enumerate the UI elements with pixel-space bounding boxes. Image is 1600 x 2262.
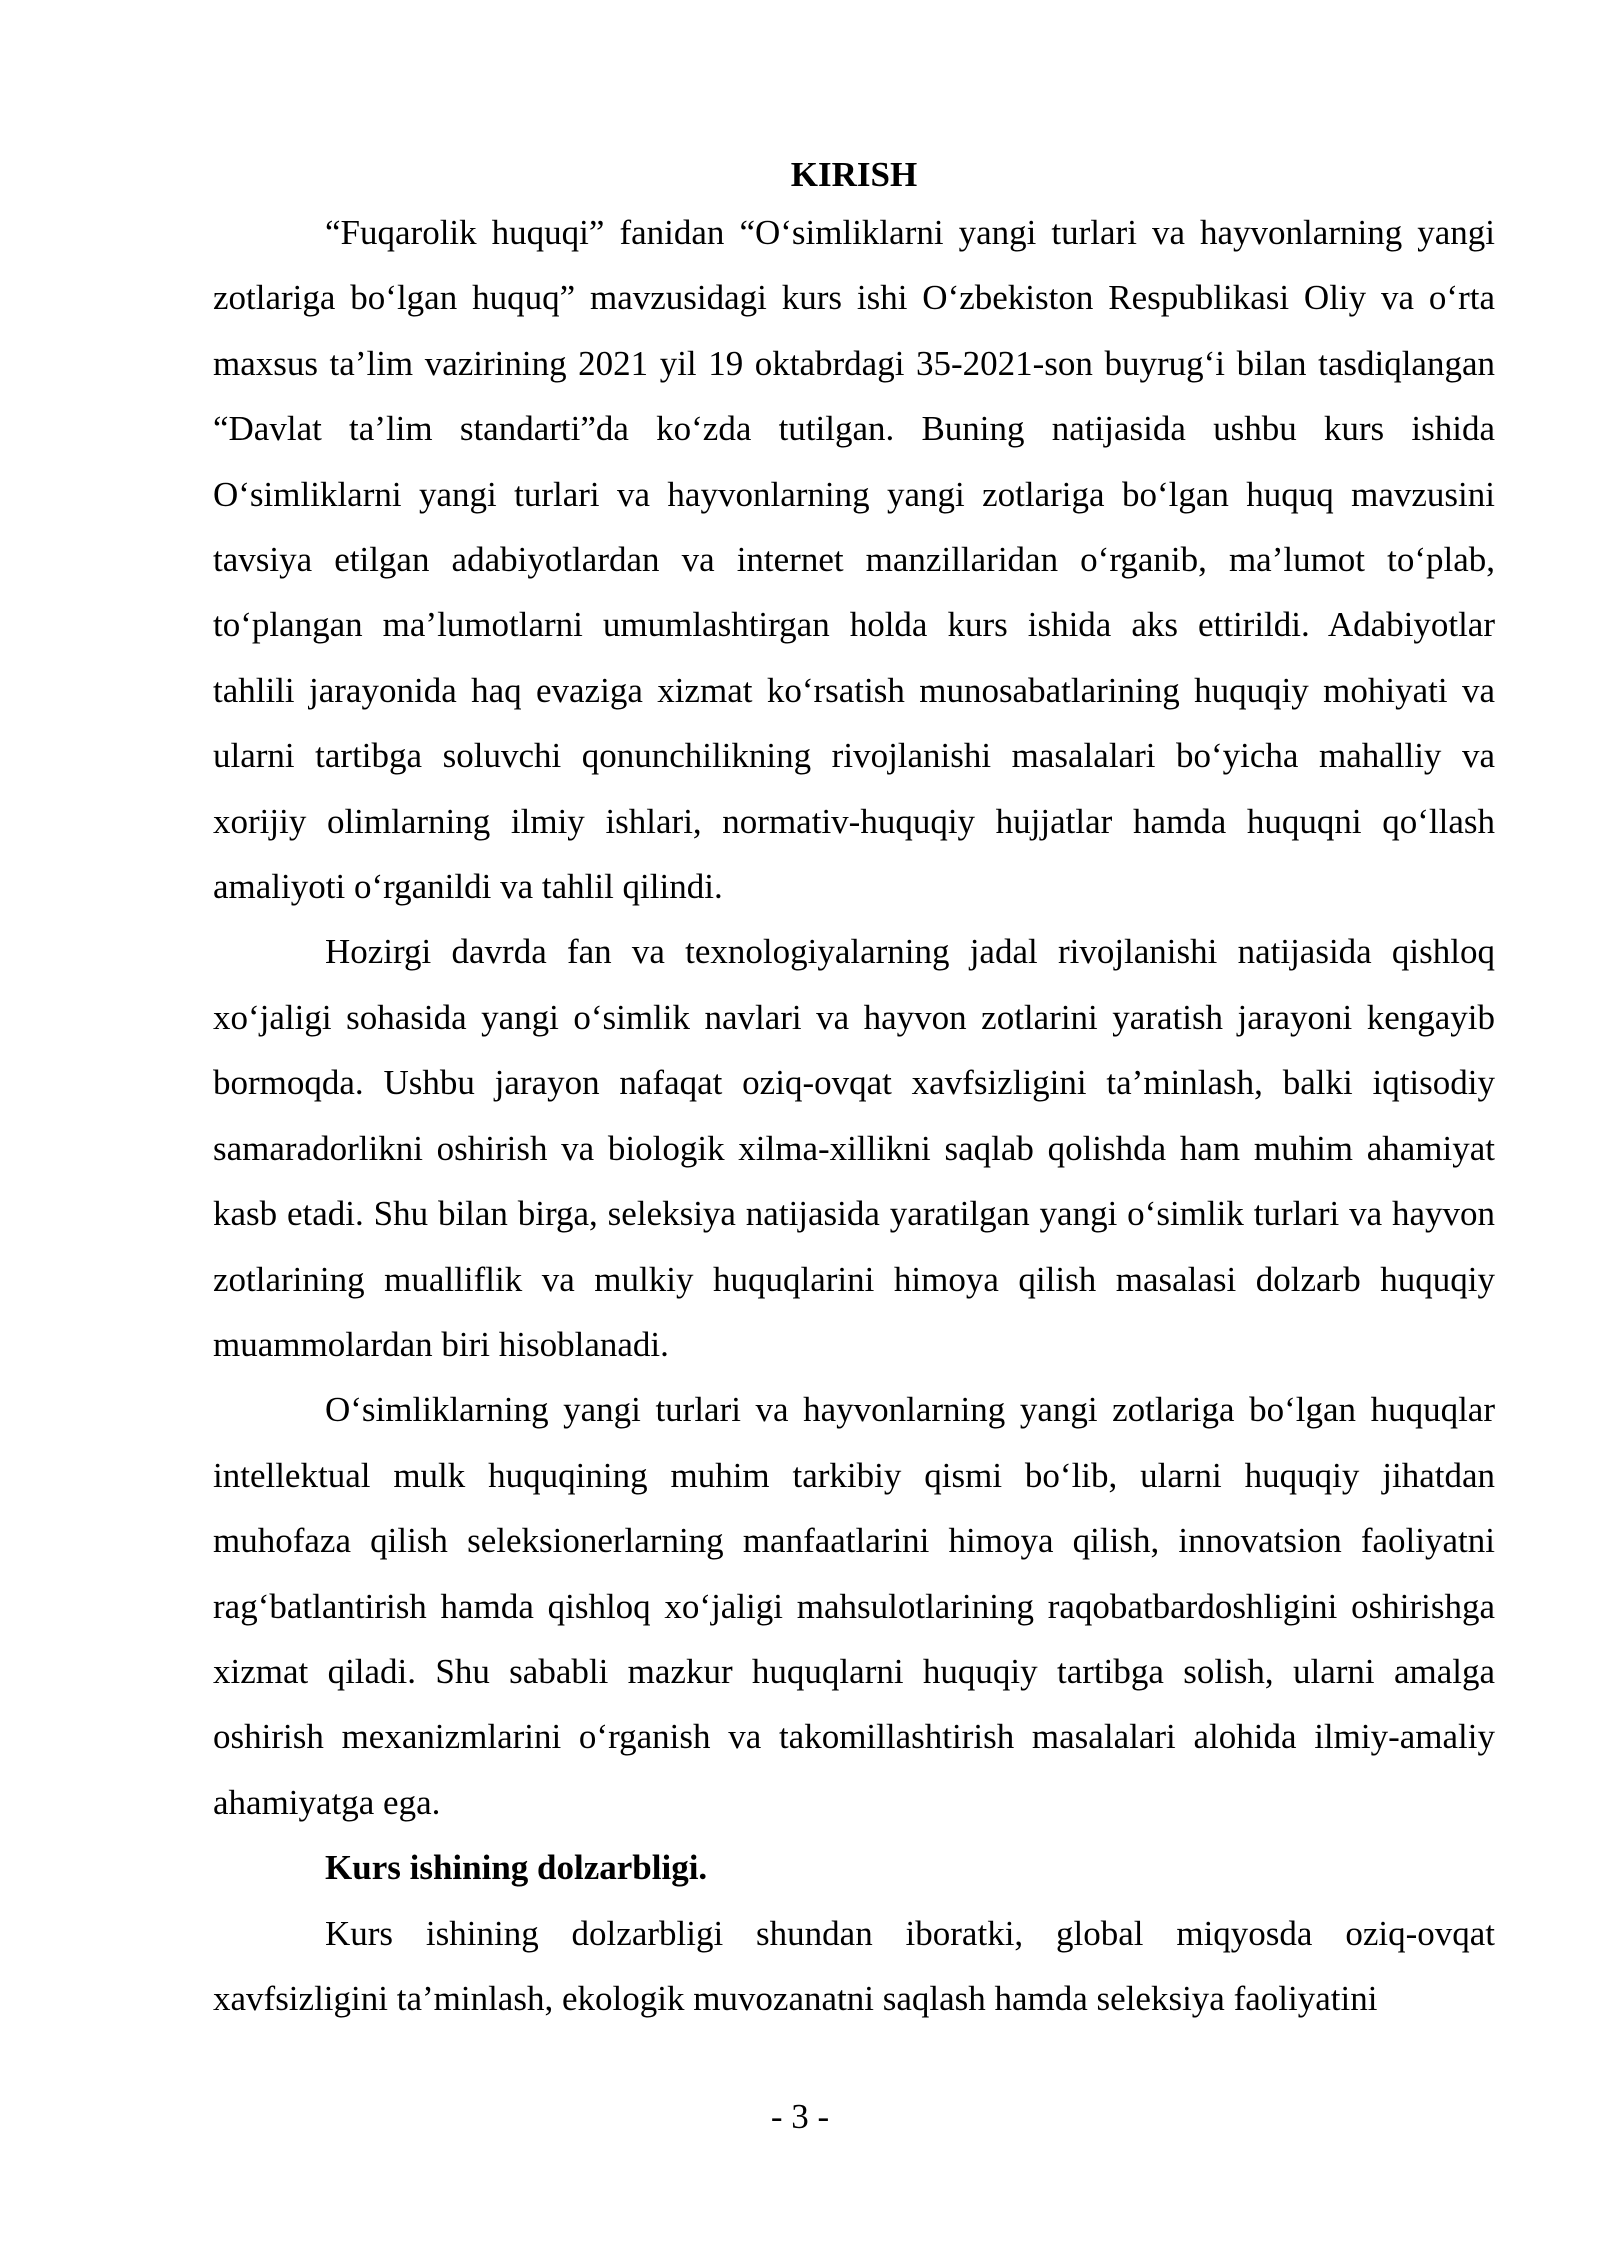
page-number: - 3 -: [770, 2097, 830, 2136]
paragraph-1: “Fuqarolik huquqi” fanidan “O‘simliklarni yangi turlari va hayvonlarning yangi zotlariga bo‘lgan huquq” mavzusidagi kurs ishi O‘zbekiston Respublikasi Oliy va o‘rta maxsus ta’lim vazirining 2021 yil 19 oktabrdagi 35-2021-son buyrug‘i bilan tasdiqlangan “Davlat ta’lim standarti”da ko‘zda tutilgan. Buning natijasida ushbu kurs ishida O‘simliklarni yangi turlari va hayvonlarning yangi zotlariga bo‘lgan huquq mavzusini tavsiya etilgan adabiyotlardan va internet manzillaridan o‘rganib, ma’lumot to‘plab, to‘plangan ma’lumotlarni umumlashtirgan holda kurs ishida aks ettirildi. Adabiyotlar tahlili jarayonida haq evaziga xizmat ko‘rsatish munosabatlarining huquqiy mohiyati va ularni tartibga soluvchi qonunchilikning rivojlanishi masalalari bo‘yicha mahalliy va xorijiy olimlarning ilmiy ishlari, normativ-huquqiy hujjatlar hamda huquqni qo‘llash amaliyoti o‘rganildi va tahlil qilindi.: [213, 213, 1495, 907]
section-heading: KIRISH: [790, 155, 918, 194]
paragraph-3: O‘simliklarning yangi turlari va hayvonlarning yangi zotlariga bo‘lgan huquqlar intellektual mulk huquqining muhim tarkibiy qismi bo‘lib, ularni huquqiy jihatdan muhofaza qilish seleksionerlarning manfaatlarini himoya qilish, innovatsion faoliyatni rag‘batlantirish hamda qishloq xo‘jaligi mahsulotlarining raqobatbardoshligini oshirishga xizmat qiladi. Shu sababli mazkur huquqlarni huquqiy tartibga solish, ularni amalga oshirish mexanizmlarini o‘rganish va takomillashtirish masalalari alohida ilmiy-amaliy ahamiyatga ega.: [213, 1390, 1495, 1822]
paragraph-4: Kurs ishining dolzarbligi shundan iboratki, global miqyosda oziq-ovqat xavfsizligini ta’minlash, ekologik muvozanatni saqlash hamda seleksiya faoliyatini: [213, 1913, 1495, 2018]
page-content: [213, 150, 1495, 2031]
subheading: Kurs ishining dolzarbligi.: [325, 1848, 708, 1888]
paragraph-2: Hozirgi davrda fan va texnologiyalarning jadal rivojlanishi natijasida qishloq xo‘jaligi sohasida yangi o‘simlik navlari va hayvon zotlarini yaratish jarayoni kengayib bormoqda. Ushbu jarayon nafaqat oziq-ovqat xavfsizligini ta’minlash, balki iqtisodiy samaradorlikni oshirish va biologik xilma-xillikni saqlab qolishda ham muhim ahamiyat kasb etadi. Shu bilan birga, seleksiya natijasida yaratilgan yangi o‘simlik turlari va hayvon zotlarining mualliflik va mulkiy huquqlarini himoya qilish masalasi dolzarb huquqiy muammolardan biri hisoblanadi.: [213, 932, 1495, 1364]
